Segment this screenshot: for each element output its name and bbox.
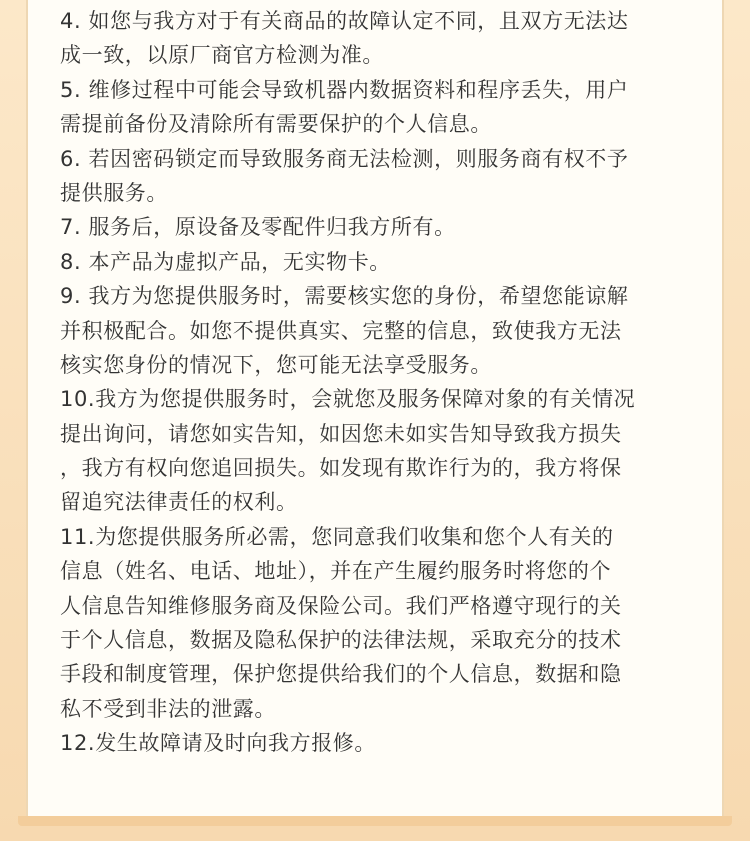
- term-line: 提供服务。: [60, 180, 168, 205]
- term-line: ，我方有权向您追回损失。如发现有欺诈行为的，我方将保: [60, 456, 622, 481]
- term-line: 核实您身份的情况下，您可能无法享受服务。: [60, 352, 492, 377]
- term-line: 12.发生故障请及时向我方报修。: [60, 731, 376, 756]
- term-line: 5. 维修过程中可能会导致机器内数据资料和程序丢失，用户: [60, 77, 629, 102]
- term-line: 并积极配合。如您不提供真实、完整的信息，致使我方无法: [60, 318, 622, 343]
- term-item-8: [60, 245, 700, 279]
- terms-list: [60, 4, 700, 761]
- term-line: 于个人信息，数据及隐私保护的法律法规，采取充分的技术: [60, 628, 622, 653]
- term-line: 9. 我方为您提供服务时，需要核实您的身份，希望您能谅解: [60, 284, 629, 309]
- term-item-5: [60, 73, 700, 142]
- term-line: 提出询问，请您如实告知，如因您未如实告知导致我方损失: [60, 421, 622, 446]
- term-line: 留追究法律责任的权利。: [60, 490, 298, 515]
- term-item-7: [60, 210, 700, 244]
- card-bottom-border: [18, 816, 732, 826]
- term-item-12: [60, 726, 700, 760]
- term-line: 成一致，以原厂商官方检测为准。: [60, 43, 384, 68]
- term-line: 7. 服务后，原设备及零配件归我方所有。: [60, 215, 456, 240]
- term-line: 6. 若因密码锁定而导致服务商无法检测，则服务商有权不予: [60, 146, 629, 171]
- term-line: 10.我方为您提供服务时，会就您及服务保障对象的有关情况: [60, 387, 636, 412]
- term-item-11: [60, 520, 700, 726]
- term-item-4: [60, 4, 700, 73]
- term-line: 4. 如您与我方对于有关商品的故障认定不同，且双方无法达: [60, 9, 629, 33]
- term-item-6: [60, 142, 700, 211]
- term-item-10: [60, 382, 700, 520]
- term-item-9: [60, 279, 700, 382]
- term-line: 需提前备份及清除所有需要保护的个人信息。: [60, 112, 492, 137]
- term-line: 11.为您提供服务所必需，您同意我们收集和您个人有关的: [60, 524, 614, 549]
- term-line: 信息（姓名、电话、地址），并在产生履约服务时将您的个: [60, 559, 612, 584]
- term-line: 8. 本产品为虚拟产品，无实物卡。: [60, 249, 391, 274]
- term-line: 私不受到非法的泄露。: [60, 696, 276, 721]
- term-line: 人信息告知维修服务商及保险公司。我们严格遵守现行的关: [60, 593, 622, 618]
- term-line: 手段和制度管理，保护您提供给我们的个人信息，数据和隐: [60, 662, 622, 687]
